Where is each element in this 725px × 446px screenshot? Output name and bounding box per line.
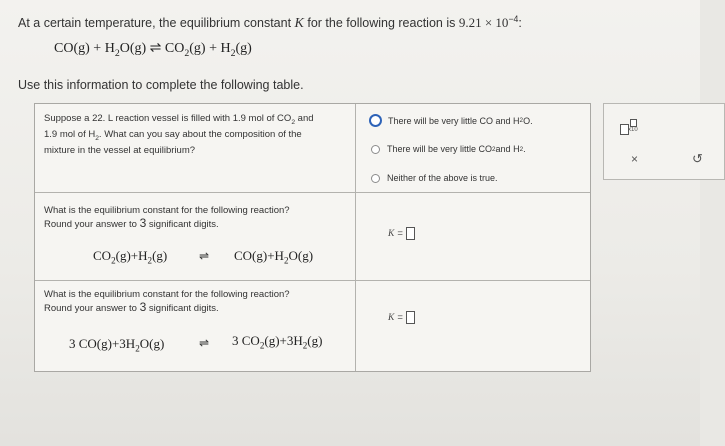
row2-k-answer: K = [388, 227, 415, 240]
row2-products: $CO(g)+H_2O(g)$ [234, 248, 314, 266]
k-value: 9.21 × 10 [458, 15, 509, 31]
equilibrium-arrow: ⇌ [149, 41, 162, 56]
row3-reactants: 3 $CO(g)+3H_2O(g)$ [69, 336, 165, 354]
row3-products: 3 $CO_2(g)+3H_2(g)$ [232, 333, 323, 351]
row-divider [35, 192, 590, 193]
exponent-button[interactable]: x10 [620, 119, 642, 135]
row-divider [35, 280, 590, 281]
instruction-text: Use this information to complete the following table. [18, 78, 304, 92]
radio-icon[interactable] [371, 145, 380, 154]
column-divider [355, 104, 356, 371]
k-exponent: −4 [508, 14, 519, 24]
equilibrium-arrow: ⇌ [199, 249, 210, 263]
option-neither[interactable]: Neither of the above is true. [371, 173, 498, 183]
radio-selected-icon[interactable] [369, 114, 382, 127]
option-little-co2-h2[interactable]: There will be very little CO 2 and H 2 . [371, 144, 526, 154]
k-symbol: K [294, 16, 304, 32]
main-reaction: $CO(g) + H_2O(g)$ ⇌ $CO_2(g) + H_2(g)$ [54, 41, 252, 59]
answer-tools-panel [603, 103, 725, 180]
undo-icon[interactable]: ↺ [692, 151, 703, 166]
k-answer-input[interactable] [406, 311, 415, 324]
equilibrium-arrow: ⇌ [199, 336, 210, 350]
row2-question: What is the equilibrium constant for the following reaction? Round your answer to 3 significant digits. [44, 205, 290, 230]
row3-question: What is the equilibrium constant for the following reaction? Round your answer to 3 significant digits. [44, 289, 290, 314]
question-table [34, 103, 591, 372]
row2-reactants: $CO_2(g)+H_2(g)$ [93, 248, 168, 266]
clear-button[interactable]: × [631, 152, 639, 166]
intro-text: At a certain temperature, the equilibrium constant K for the following reaction is $9.21 \times 10^{-4}$: [18, 14, 522, 32]
option-little-co-h2o[interactable]: There will be very little CO and H 2 O. [369, 114, 533, 127]
row1-question: Suppose a 22. L reaction vessel is filled with 1.9 mol of $CO_2$ and 1.9 mol of $H_2$. What can you say about the composition of the mixture in the vessel at equilibrium? [44, 113, 314, 156]
row3-k-answer: K = [388, 311, 415, 324]
k-answer-input[interactable] [406, 227, 415, 240]
radio-icon[interactable] [371, 174, 380, 183]
superscript-box-icon [630, 119, 637, 127]
